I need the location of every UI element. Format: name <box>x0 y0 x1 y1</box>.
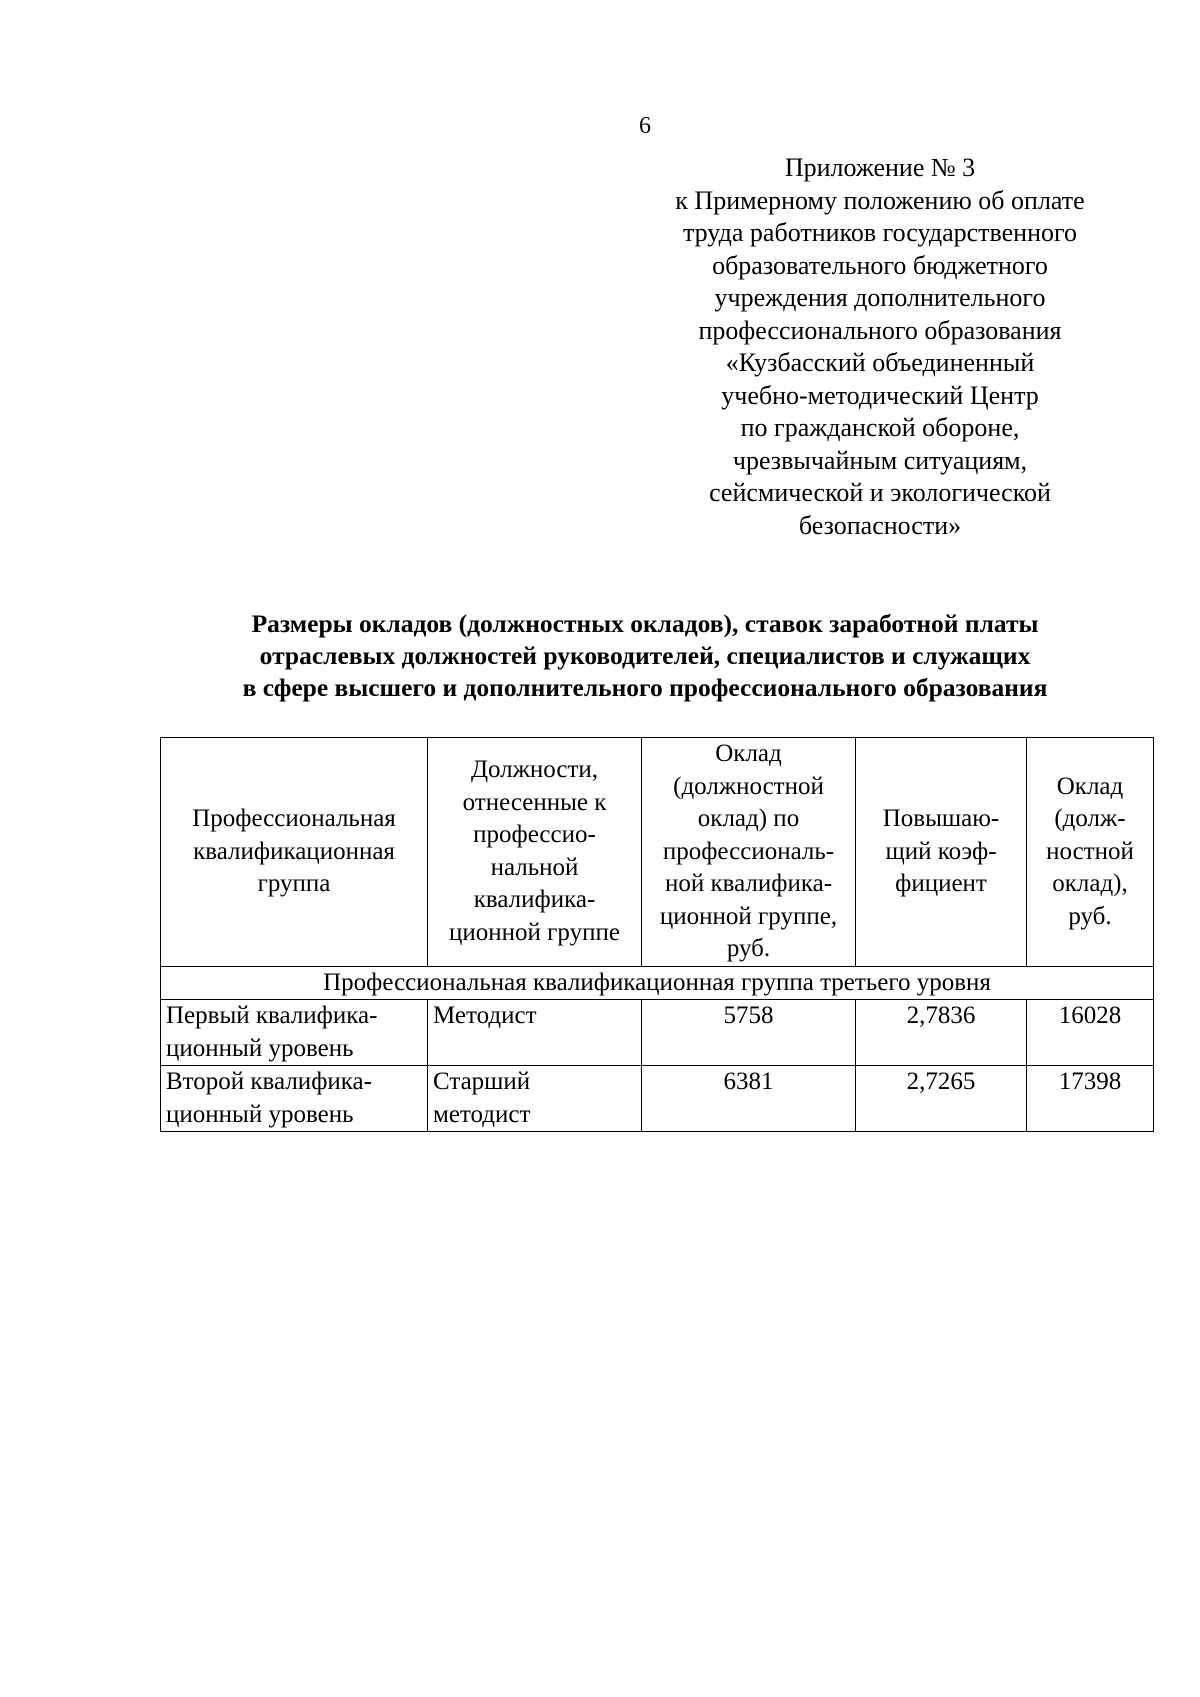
appendix-line: учебно-методический Центр <box>721 380 1039 410</box>
group-row-label: Профессиональная квалификационная группа третьего уровня <box>161 966 1154 1000</box>
cell-base-salary: 6381 <box>642 1066 856 1132</box>
cell-coefficient: 2,7836 <box>856 1000 1027 1066</box>
appendix-line: по гражданской обороне, <box>740 413 1020 442</box>
header-coefficient: Повышаю- щий коэф- фициент <box>856 738 1027 967</box>
table-row <box>161 1066 1154 1132</box>
cell-coefficient: 2,7265 <box>856 1066 1027 1132</box>
cell-position: Старший методист <box>428 1066 642 1132</box>
appendix-line: к Примерному положению об оплате <box>675 185 1085 215</box>
table-header-row <box>161 738 1154 967</box>
appendix-line: профессионального образования <box>698 315 1062 345</box>
cell-position: Методист <box>428 1000 642 1066</box>
cell-salary: 16028 <box>1027 1000 1154 1066</box>
cell-level: Первый квалифика- ционный уровень <box>161 1000 428 1066</box>
header-positions: Должности, отнесенные к профессио- нальной квалифика- ционной группе <box>428 738 642 967</box>
document-title <box>160 608 1130 704</box>
title-line: отраслевых должностей руководителей, специалистов и служащих <box>259 641 1031 670</box>
appendix-line: Приложение № 3 <box>784 153 976 182</box>
appendix-line: безопасности» <box>798 510 962 540</box>
header-salary: Оклад (долж- ностной оклад), руб. <box>1027 738 1154 967</box>
cell-base-salary: 5758 <box>642 1000 856 1066</box>
appendix-line: чрезвычайным ситуациям, <box>732 445 1028 475</box>
title-line: в сфере высшего и дополнительного профессионального образования <box>242 673 1048 702</box>
header-qualification-group: Профессиональная квалификационная группа <box>161 738 428 967</box>
title-line: Размеры окладов (должностных окладов), ставок заработной платы <box>251 609 1039 638</box>
appendix-line: «Кузбасский объединенный <box>725 348 1035 377</box>
appendix-line: образовательного бюджетного <box>712 250 1048 280</box>
appendix-line: труда работников государственного <box>682 218 1078 247</box>
salary-table <box>160 737 1154 1132</box>
cell-level: Второй квалифика- ционный уровень <box>161 1066 428 1132</box>
table-group-row <box>161 966 1154 1000</box>
appendix-line: сейсмической и экологической <box>709 478 1051 507</box>
appendix-line: учреждения дополнительного <box>714 283 1046 312</box>
cell-salary: 17398 <box>1027 1066 1154 1132</box>
header-base-salary: Оклад (должностной оклад) по профессиональ- ной квалифика- ционной группе, руб. <box>642 738 856 967</box>
table-row <box>161 1000 1154 1066</box>
page-number: 6 <box>639 113 651 139</box>
appendix-header <box>630 152 1130 542</box>
